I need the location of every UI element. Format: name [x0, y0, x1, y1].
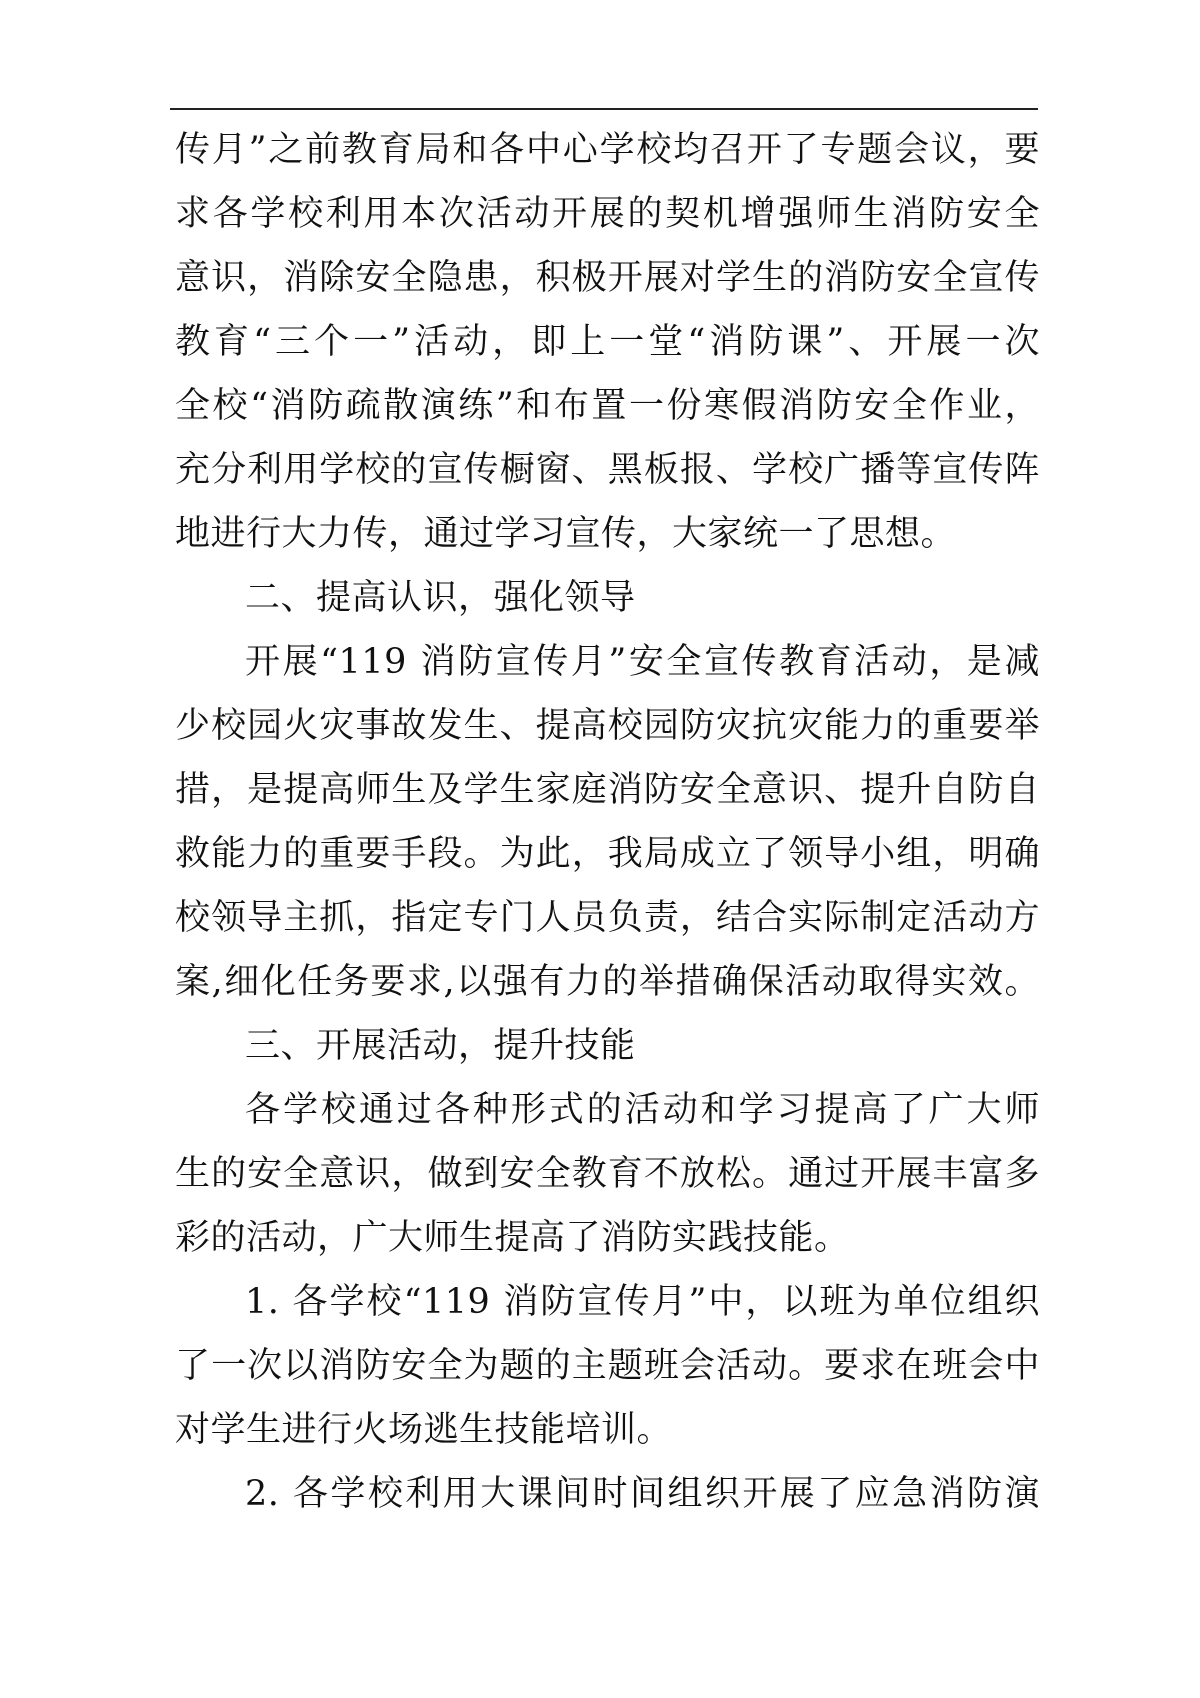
- text-line: 少校园火灾事故发生、提高校园防灾抗灾能力的重要举: [175, 706, 1040, 746]
- list-item-2: 2. 各学校利用大课间时间组织开展了应急消防演: [245, 1474, 1040, 1514]
- text-line: 传月”之前教育局和各中心学校均召开了专题会议，要: [175, 130, 1040, 170]
- text-line: 校领导主抓，指定专门人员负责，结合实际制定活动方: [175, 898, 1040, 938]
- text-line: 救能力的重要手段。为此，我局成立了领导小组，明确: [175, 834, 1040, 874]
- text-line: 生的安全意识，做到安全教育不放松。通过开展丰富多: [175, 1154, 1040, 1194]
- text-line: 开展“119 消防宣传月”安全宣传教育活动，是减: [245, 642, 1040, 682]
- text-line: 教育“三个一”活动，即上一堂“消防课”、开展一次: [175, 322, 1040, 362]
- text-line: 求各学校利用本次活动开展的契机增强师生消防安全: [175, 194, 1040, 234]
- header-rule: [170, 108, 1038, 110]
- text-line: 各学校通过各种形式的活动和学习提高了广大师: [245, 1090, 1040, 1130]
- section-heading-3: 三、开展活动，提升技能: [245, 1026, 636, 1066]
- text-line: 全校“消防疏散演练”和布置一份寒假消防安全作业，: [175, 386, 1040, 426]
- list-item-1: 1. 各学校“119 消防宣传月”中，以班为单位组织: [245, 1282, 1040, 1322]
- text-line: 地进行大力传，通过学习宣传，大家统一了思想。: [175, 514, 957, 554]
- document-body: [175, 118, 1040, 1526]
- text-line: 措，是提高师生及学生家庭消防安全意识、提升自防自: [175, 770, 1040, 810]
- text-line: 对学生进行火场逃生技能培训。: [175, 1410, 673, 1450]
- text-line: 充分利用学校的宣传橱窗、黑板报、学校广播等宣传阵: [175, 450, 1040, 490]
- text-line: 彩的活动，广大师生提高了消防实践技能。: [175, 1218, 850, 1258]
- text-line: 了一次以消防安全为题的主题班会活动。要求在班会中: [175, 1346, 1040, 1386]
- section-heading-2: 二、提高认识，强化领导: [245, 578, 636, 618]
- text-line: 案,细化任务要求,以强有力的举措确保活动取得实效。: [175, 962, 1040, 1002]
- text-line: 意识，消除安全隐患，积极开展对学生的消防安全宣传: [175, 258, 1040, 298]
